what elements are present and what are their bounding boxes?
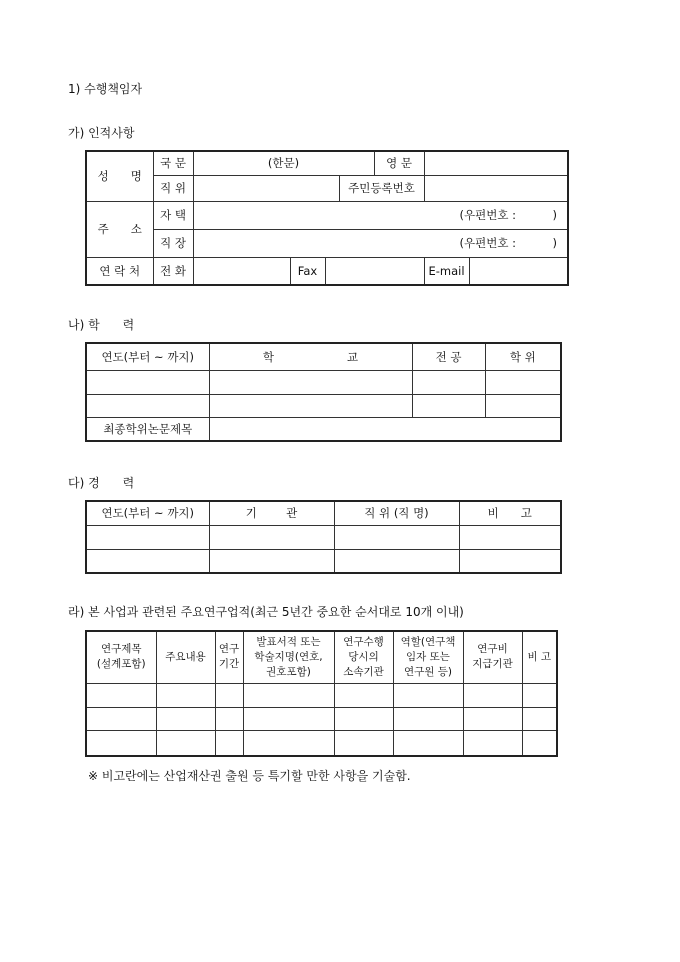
cell[interactable] [243,730,334,756]
header-major: 전 공 [412,343,485,370]
remarks-note: ※ 비고란에는 산업재산권 출원 등 특기할 만한 사항을 기술함. [88,769,411,783]
english-name-field[interactable] [424,151,568,175]
cell[interactable] [209,549,334,573]
cell[interactable] [334,549,459,573]
header-remarks: 비 고 [459,501,561,525]
header-title: 연구제목 (설계포함) [86,631,156,683]
cell[interactable] [156,730,215,756]
phone-field[interactable] [193,257,290,285]
cell[interactable] [243,683,334,707]
table-row [86,683,557,707]
fax-label: Fax [290,257,325,285]
cell[interactable] [156,683,215,707]
research-heading: 라) 본 사업과 관련된 주요연구업적(최근 5년간 중요한 순서대로 10개 이내) [68,605,464,619]
cell[interactable] [459,549,561,573]
personal-heading: 가) 인적사항 [68,126,135,140]
header-degree: 학 위 [485,343,561,370]
work-label: 직 장 [153,229,193,257]
header-content: 주요내용 [156,631,215,683]
cell[interactable] [86,370,209,394]
position-field[interactable] [193,175,339,201]
cell[interactable] [156,707,215,730]
cell[interactable] [86,683,156,707]
cell[interactable] [215,707,243,730]
career-heading: 다) 경 력 [68,476,135,490]
home-address-field[interactable]: (우편번호 : ) [193,201,568,229]
cell[interactable] [86,707,156,730]
english-label: 영 문 [374,151,424,175]
table-row [86,549,561,573]
header-period: 연구 기간 [215,631,243,683]
cell[interactable] [209,394,412,417]
home-label: 자 택 [153,201,193,229]
fax-field[interactable] [325,257,424,285]
position-label: 직 위 [153,175,193,201]
cell[interactable] [243,707,334,730]
cell[interactable] [86,730,156,756]
header-position: 직 위 (직 명) [334,501,459,525]
cell[interactable] [522,707,557,730]
table-row [86,394,561,417]
header-role: 역할(연구책 임자 또는 연구원 등) [393,631,463,683]
korean-name-field[interactable]: (한문) [193,151,374,175]
header-remarks: 비 고 [522,631,557,683]
header-years: 연도(부터 ~ 까지) [86,501,209,525]
cell[interactable] [209,525,334,549]
email-field[interactable] [469,257,568,285]
cell[interactable] [522,730,557,756]
header-publication: 발표서적 또는 학술지명(연호, 권호포함) [243,631,334,683]
cell[interactable] [463,683,522,707]
cell[interactable] [86,525,209,549]
resident-no-label: 주민등록번호 [339,175,424,201]
email-label: E-mail [424,257,469,285]
cell[interactable] [334,707,393,730]
header-funding: 연구비 지급기관 [463,631,522,683]
cell[interactable] [215,683,243,707]
cell[interactable] [485,370,561,394]
resident-no-field[interactable] [424,175,568,201]
cell[interactable] [334,525,459,549]
education-heading: 나) 학 력 [68,318,135,332]
header-school: 학 교 [209,343,412,370]
education-table [85,342,562,442]
table-row [86,730,557,756]
name-label: 성 명 [86,151,153,201]
header-years: 연도(부터 ~ 까지) [86,343,209,370]
cell[interactable] [393,683,463,707]
cell[interactable] [215,730,243,756]
table-row [86,370,561,394]
cell[interactable] [485,394,561,417]
thesis-field[interactable] [209,417,561,441]
table-row [86,525,561,549]
korean-label: 국 문 [153,151,193,175]
cell[interactable] [463,730,522,756]
phone-label: 전 화 [153,257,193,285]
address-label: 주 소 [86,201,153,257]
contact-label: 연 락 처 [86,257,153,285]
cell[interactable] [412,394,485,417]
thesis-label: 최종학위논문제목 [86,417,209,441]
cell[interactable] [334,730,393,756]
cell[interactable] [209,370,412,394]
cell[interactable] [463,707,522,730]
cell[interactable] [393,707,463,730]
cell[interactable] [86,394,209,417]
personal-info-table [85,150,569,286]
work-address-field[interactable]: (우편번호 : ) [193,229,568,257]
header-institution: 기 관 [209,501,334,525]
cell[interactable] [393,730,463,756]
cell[interactable] [86,549,209,573]
header-affiliation: 연구수행 당시의 소속기관 [334,631,393,683]
section-title: 1) 수행책임자 [68,82,143,96]
table-row [86,707,557,730]
cell[interactable] [334,683,393,707]
research-table [85,630,558,757]
career-table [85,500,562,574]
cell[interactable] [459,525,561,549]
cell[interactable] [412,370,485,394]
cell[interactable] [522,683,557,707]
